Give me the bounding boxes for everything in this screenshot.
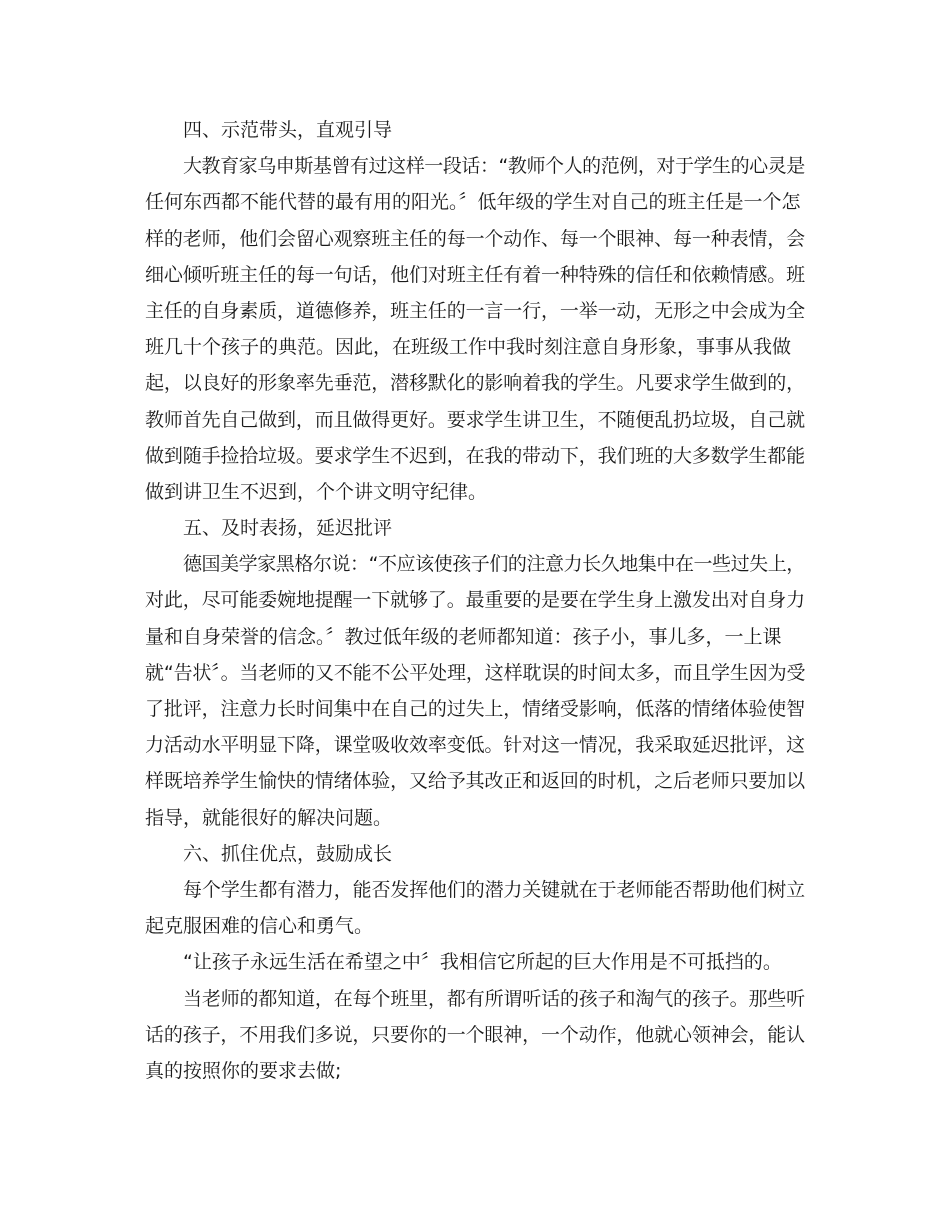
paragraph-start-line: 五、及时表扬，延迟批评 bbox=[183, 517, 393, 540]
text-line: 班几十个孩子的典范。因此，在班级工作中我时刻注意自身形象，事事从我做 bbox=[145, 336, 792, 359]
text-line: 主任的自身素质，道德修养，班主任的一言一行，一举一动，无形之中会成为全 bbox=[145, 299, 805, 322]
text-line: 了批评，注意力长时间集中在自己的过失上，情绪受影响，低落的情绪体验使智 bbox=[145, 698, 805, 720]
paragraph-start-line: 六、抓住优点，鼓励成长 bbox=[183, 842, 393, 865]
paragraph-start-line: 当老师的都知道，在每个班里，都有所谓听话的孩子和淘气的孩子。那些听 bbox=[183, 987, 805, 1010]
document-body bbox=[145, 112, 805, 1089]
text-line: 量和自身荣誉的信念。〞教过低年级的老师都知道：孩子小，事儿多，一上课 bbox=[145, 625, 782, 648]
text-line: 力活动水平明显下降，课堂吸收效率变低。针对这一情况，我采取延迟批评，这 bbox=[145, 734, 805, 757]
text-line: 教师首先自己做到，而且做得更好。要求学生讲卫生，不随便乱扔垃圾，自己就 bbox=[145, 408, 805, 431]
text-line: 指导，就能很好的解决问题。 bbox=[145, 806, 393, 829]
text-line: 样既培养学生愉快的情绪体验，又给予其改正和返回的时机，之后老师只要加以 bbox=[145, 770, 805, 793]
text-line: 做到讲卫生不迟到，个个讲文明守纪律。 bbox=[145, 480, 488, 503]
text-line: 样的老师，他们会留心观察班主任的每一个动作、每一个眼神、每一种表情，会 bbox=[145, 227, 805, 250]
text-line: 起，以良好的形象率先垂范，潜移默化的影响着我的学生。凡要求学生做到的， bbox=[145, 372, 805, 395]
paragraph-start-line: 大教育家乌申斯基曾有过这样一段话：“教师个人的范例，对于学生的心灵是 bbox=[183, 155, 805, 178]
paragraph-start-line: “让孩子永远生活在希望之中〞我相信它所起的巨大作用是不可抵挡的。 bbox=[183, 951, 782, 974]
text-line: 细心倾听班主任的每一句话，他们对班主任有着一种特殊的信任和依赖情感。班 bbox=[145, 263, 805, 286]
text-line: 话的孩子，不用我们多说，只要你的一个眼神，一个动作，他就心领神会，能认 bbox=[145, 1023, 805, 1046]
paragraph-start-line: 每个学生都有潜力，能否发挥他们的潜力关键就在于老师能否帮助他们树立 bbox=[183, 878, 805, 901]
text-line: 就“告状〞。当老师的又不能不公平处理，这样耽误的时间太多，而且学生因为受 bbox=[145, 661, 806, 684]
text-line: 做到随手捡拾垃圾。要求学生不迟到，在我的带动下，我们班的大多数学生都能 bbox=[145, 444, 805, 467]
paragraph-start-line: 德国美学家黑格尔说：“不应该使孩子们的注意力长久地集中在一些过失上， bbox=[183, 553, 805, 576]
text-line: 任何东西都不能代替的最有用的阳光。〞低年级的学生对自己的班主任是一个怎 bbox=[145, 191, 801, 214]
text-line: 真的按照你的要求去做; bbox=[145, 1059, 342, 1082]
text-line: 对此，尽可能委婉地提醒一下就够了。最重要的是要在学生身上激发出对自身力 bbox=[145, 589, 805, 612]
text-line: 起克服困难的信心和勇气。 bbox=[145, 915, 374, 938]
paragraph-start-line: 四、示范带头，直观引导 bbox=[183, 119, 393, 141]
